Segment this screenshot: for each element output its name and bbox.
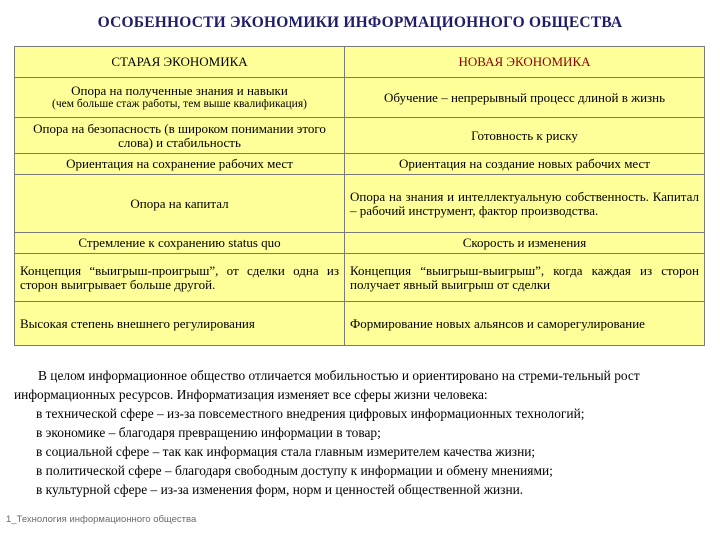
new-cell: Ориентация на создание новых рабочих мест (345, 154, 705, 175)
header-new-economy: НОВАЯ ЭКОНОМИКА (345, 47, 705, 78)
table-row (15, 254, 705, 302)
table-row (15, 118, 705, 154)
table-row (15, 175, 705, 233)
summary-item: в социальной сфере – так как информация стала главным измерителем качества жизни; (36, 444, 536, 459)
new-cell: Скорость и изменения (345, 233, 705, 254)
table-row (15, 233, 705, 254)
old-cell: Опора на безопасность (в широком понимании этого слова) и стабильность (15, 118, 345, 154)
new-cell: Готовность к риску (345, 118, 705, 154)
old-cell-note: (чем больше стаж работы, тем выше квалификация) (52, 98, 307, 110)
old-cell: Высокая степень внешнего регулирования (15, 302, 345, 346)
new-cell: Формирование новых альянсов и саморегулирование (345, 302, 705, 346)
old-cell: Концепция “выигрыш-проигрыш”, от сделки одна из сторон выигрывает больше другой. (15, 254, 345, 302)
table-header-row (15, 47, 705, 78)
new-cell: Обучение – непрерывный процесс длиной в жизнь (345, 78, 705, 118)
old-cell (15, 78, 345, 118)
summary-item: в экономике – благодаря превращению информации в товар; (36, 425, 381, 440)
table-row (15, 154, 705, 175)
new-cell: Опора на знания и интеллектуальную собственность. Капитал – рабочий инструмент, фактор производства. (345, 175, 705, 233)
summary-lead: В целом информационное общество отличается мобильностью и ориентировано на стреми-тельный рост информационных ресурсов. Информатизация изменяет все сферы жизни человека: (14, 368, 640, 402)
old-cell: Стремление к сохранению status quo (15, 233, 345, 254)
new-cell: Концепция “выигрыш-выигрыш”, когда каждая из сторон получает явный выигрыш от сделки (345, 254, 705, 302)
old-cell: Ориентация на сохранение рабочих мест (15, 154, 345, 175)
summary-text (14, 366, 704, 499)
comparison-table (14, 46, 705, 346)
header-old-economy: СТАРАЯ ЭКОНОМИКА (15, 47, 345, 78)
old-cell-text: Опора на полученные знания и навыки (71, 83, 288, 98)
table-row (15, 78, 705, 118)
table-row (15, 302, 705, 346)
summary-item: в технической сфере – из-за повсеместного внедрения цифровых информационных технологий; (36, 406, 585, 421)
page-title: ОСОБЕННОСТИ ЭКОНОМИКИ ИНФОРМАЦИОННОГО ОБЩЕСТВА (97, 14, 623, 31)
summary-item: в политической сфере – благодаря свободным доступу к информации и обмену мнениями; (36, 463, 553, 478)
slide-footer: 1_Технология информационного общества (6, 514, 197, 525)
summary-item: в культурной сфере – из-за изменения форм, норм и ценностей общественной жизни. (36, 482, 524, 497)
old-cell: Опора на капитал (15, 175, 345, 233)
